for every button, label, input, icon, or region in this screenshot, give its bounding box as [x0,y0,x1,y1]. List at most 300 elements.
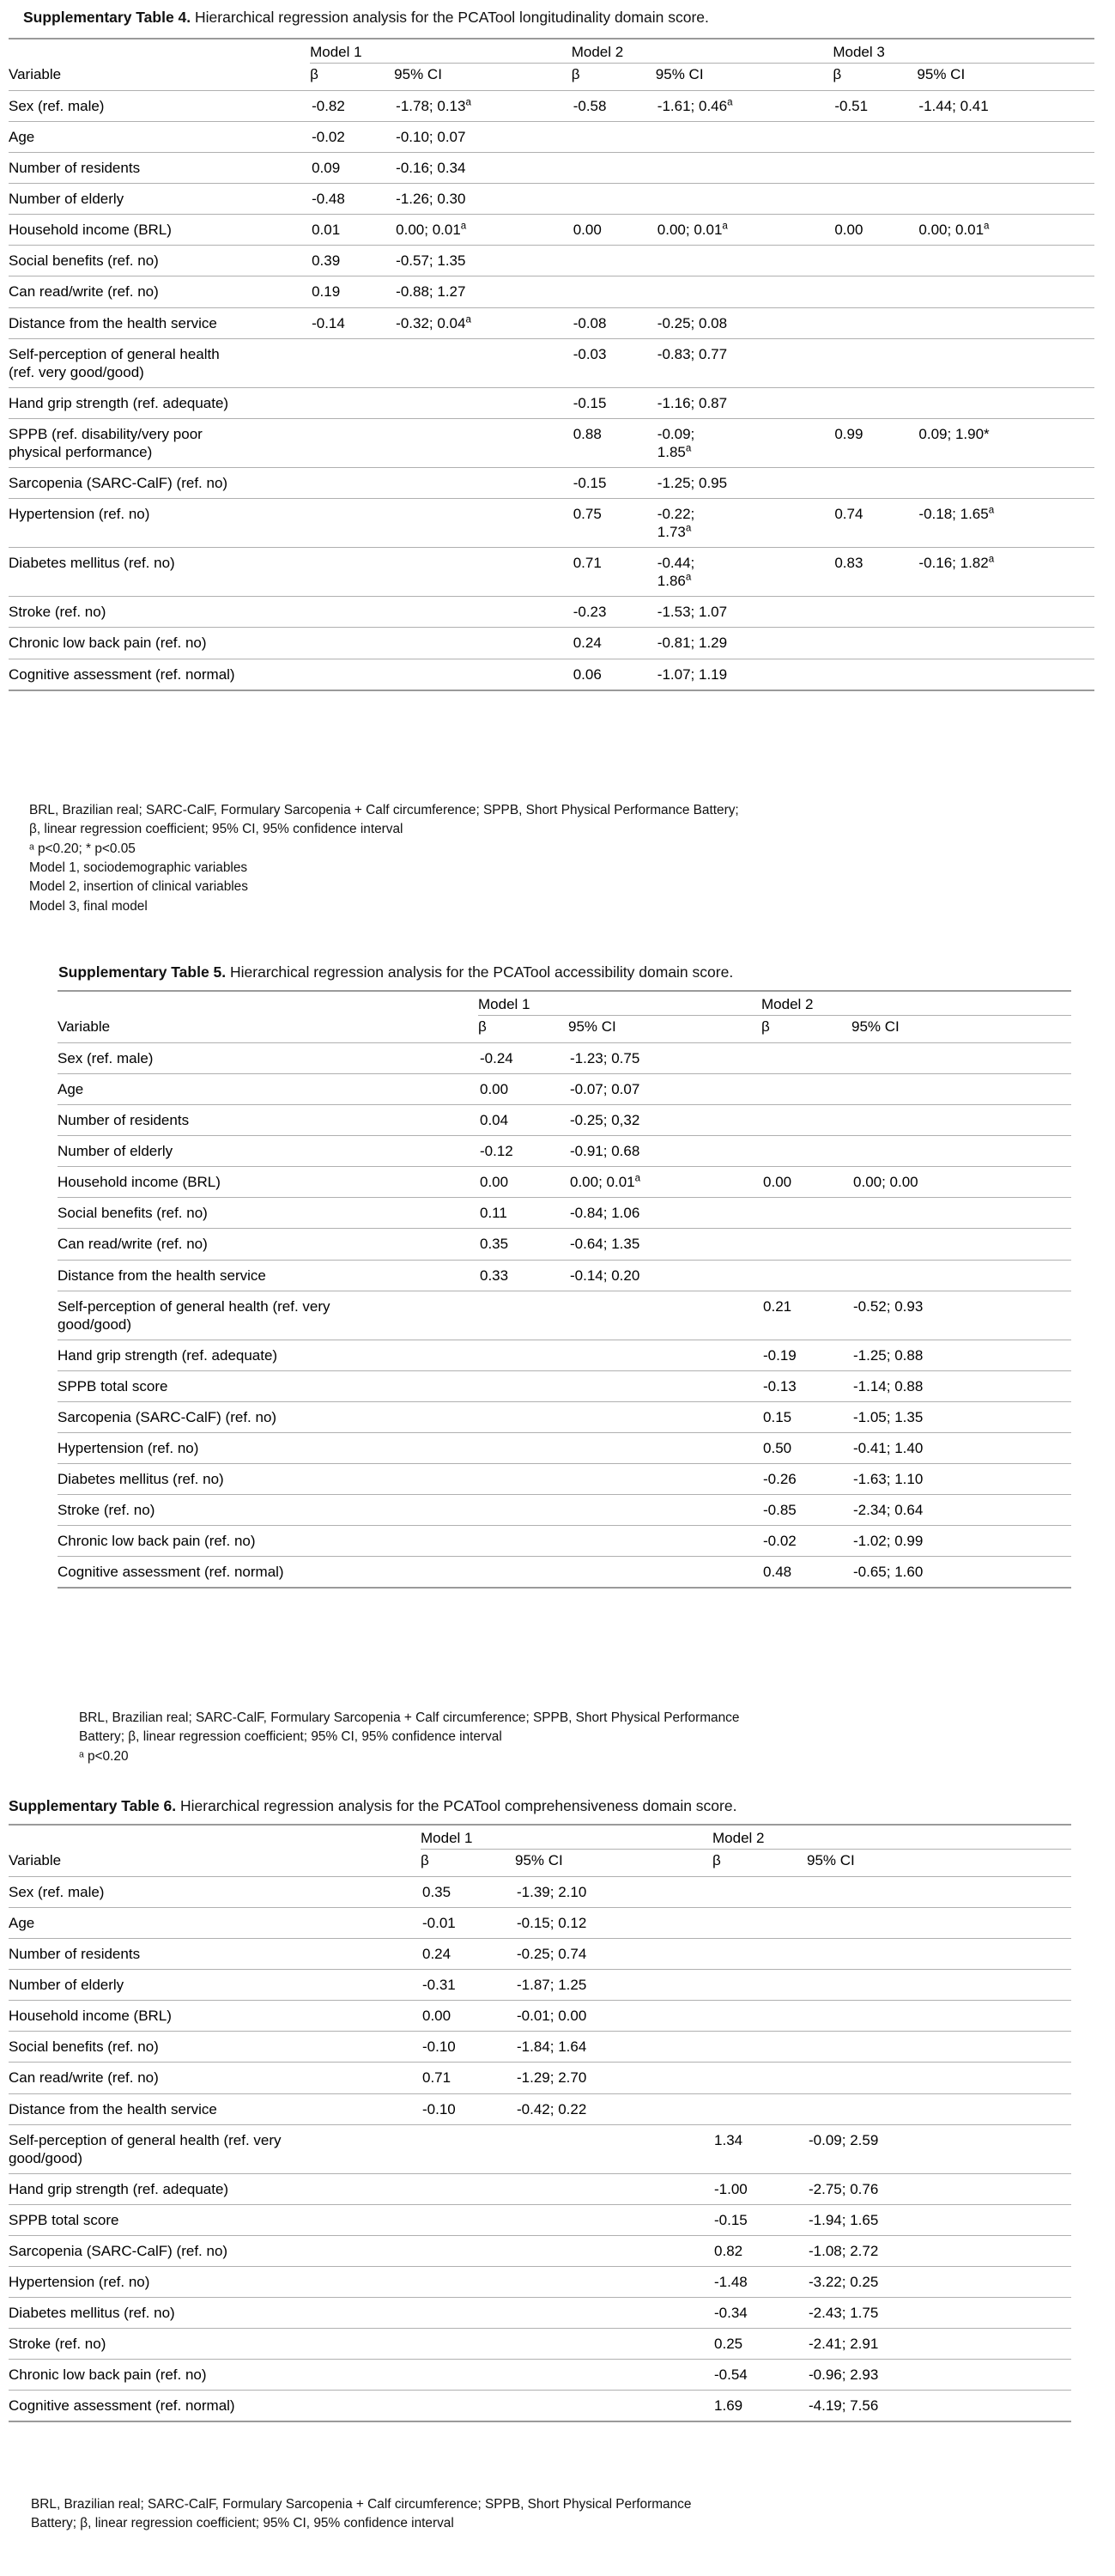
footnote-line: Battery; β, linear regression coefficient; 95% CI, 95% confidence interval [79,1729,502,1745]
table-row [58,1167,1071,1198]
cell-model2-ci [656,246,833,276]
cell-model2-ci: -0.09; 2.59 [807,2124,1071,2173]
row-variable-label: Household income (BRL) [58,1167,478,1198]
table-row [9,338,1094,387]
table4-model3-group: Model 3 [833,39,1094,64]
cell-model1-beta: 0.33 [478,1260,568,1291]
table4-variable-header: Variable [9,39,310,91]
cell-model2-beta [761,1260,851,1291]
cell-model1-beta [310,628,394,659]
cell-model1-ci: -0.57; 1.35 [394,246,572,276]
cell-model1-ci [515,2391,712,2422]
cell-model1-ci: 0.00; 0.01$^a$ [568,1167,761,1198]
cell-model2-beta: -1.48 [712,2267,807,2298]
cell-model1-ci: -0.07; 0.07 [568,1074,761,1105]
cell-model2-ci: -0.22; 1.73$^a$ [656,499,833,548]
table4-block [9,38,1094,691]
cell-model2-beta: -0.08 [572,307,656,338]
cell-model2-ci [851,1136,1071,1167]
cell-model2-ci: -2.75; 0.76 [807,2173,1071,2204]
table6-caption [9,1797,1112,1816]
table5-group-header-row [58,991,1071,1016]
table4-caption [23,9,1096,27]
cell-model1-beta [421,2329,515,2360]
row-variable-label: Household income (BRL) [9,2001,421,2032]
table-row [9,2063,1071,2093]
cell-model3-beta [833,468,917,499]
row-variable-label: Self-perception of general health (ref. very good/good) [9,338,310,387]
cell-model1-ci [394,468,572,499]
table-row [9,2032,1071,2063]
cell-model1-ci: -0.15; 0.12 [515,1908,712,1939]
table6-model1-group: Model 1 [421,1825,712,1850]
cell-model2-beta [572,122,656,153]
row-variable-label: Social benefits (ref. no) [9,2032,421,2063]
table4-group-header-row [9,39,1094,64]
cell-model1-ci [394,628,572,659]
cell-model3-ci [917,628,1094,659]
cell-model3-ci [917,338,1094,387]
cell-model1-beta [421,2204,515,2235]
table-row [58,1229,1071,1260]
cell-model3-beta: 0.83 [833,548,917,597]
row-variable-label: Age [9,122,310,153]
cell-model2-beta: -0.54 [712,2360,807,2391]
table4-footnotes [29,801,1085,916]
cell-model2-beta: 0.24 [572,628,656,659]
cell-model2-ci: 0.00; 0.00 [851,1167,1071,1198]
cell-model1-beta [421,2298,515,2329]
cell-model1-beta: -0.01 [421,1908,515,1939]
cell-model2-beta: 1.69 [712,2391,807,2422]
row-variable-label: Diabetes mellitus (ref. no) [9,2298,421,2329]
cell-model2-ci: -0.83; 0.77 [656,338,833,387]
row-variable-label: Number of elderly [9,1970,421,2001]
cell-model3-beta [833,122,917,153]
cell-model2-beta [572,276,656,307]
table4 [9,38,1094,691]
cell-model2-beta: -0.34 [712,2298,807,2329]
cell-model1-ci: -1.26; 0.30 [394,184,572,215]
cell-model1-beta: -0.48 [310,184,394,215]
table4-caption-rest: Hierarchical regression analysis for the PCATool longitudinality domain score. [191,9,709,26]
cell-model2-ci: -1.07; 1.19 [656,659,833,690]
table6-variable-header: Variable [9,1825,421,1877]
table5-sub-beta-2: β [761,1018,770,1035]
cell-model3-ci [917,387,1094,418]
cell-model3-beta [833,246,917,276]
row-variable-label: Hypertension (ref. no) [9,499,310,548]
cell-model1-beta [310,418,394,467]
cell-model3-ci [917,659,1094,690]
cell-model1-beta: 0.24 [421,1939,515,1970]
table-row [58,1526,1071,1557]
cell-model1-beta: 0.71 [421,2063,515,2093]
table6-footnotes [31,2495,1061,2534]
cell-model1-beta [421,2267,515,2298]
cell-model3-ci: 0.09; 1.90* [917,418,1094,467]
table-row [58,1464,1071,1495]
footnote-line: BRL, Brazilian real; SARC-CalF, Formulary Sarcopenia + Calf circumference; SPPB, Short Physical Performance [79,1710,740,1725]
footnote-line: Model 3, final model [29,898,148,914]
cell-model2-ci [656,276,833,307]
row-variable-label: Sex (ref. male) [58,1043,478,1074]
cell-model2-beta: 0.21 [761,1291,851,1340]
cell-model2-beta: -0.15 [572,387,656,418]
cell-model1-beta: -0.10 [421,2093,515,2124]
row-variable-label: SPPB total score [9,2204,421,2235]
row-variable-label: Hand grip strength (ref. adequate) [58,1340,478,1370]
cell-model1-ci [394,387,572,418]
table4-model2-group: Model 2 [572,39,833,64]
cell-model2-ci [807,2032,1071,2063]
cell-model1-ci: -0.25; 0,32 [568,1105,761,1136]
cell-model1-ci: -1.39; 2.10 [515,1877,712,1908]
row-variable-label: Hand grip strength (ref. adequate) [9,387,310,418]
row-variable-label: Hypertension (ref. no) [58,1433,478,1464]
row-variable-label: Number of residents [9,153,310,184]
cell-model1-beta [478,1401,568,1432]
row-variable-label: Distance from the health service [58,1260,478,1291]
footnote-line: ᵃ p<0.20; * p<0.05 [29,841,136,856]
table6-body [9,1877,1071,2422]
cell-model1-beta: 0.00 [421,2001,515,2032]
table-row [9,2124,1071,2173]
row-variable-label: Stroke (ref. no) [9,597,310,628]
table5-header [58,991,1071,1043]
cell-model2-beta: 0.25 [712,2329,807,2360]
cell-model1-ci [568,1526,761,1557]
table5-caption-lead: Supplementary Table 5. [58,963,227,981]
cell-model2-beta [572,184,656,215]
row-variable-label: Hypertension (ref. no) [9,2267,421,2298]
cell-model2-beta: -0.13 [761,1370,851,1401]
cell-model2-beta: -0.15 [572,468,656,499]
cell-model1-beta [421,2360,515,2391]
cell-model2-ci [807,1970,1071,2001]
table6-header [9,1825,1071,1877]
cell-model2-ci: -1.53; 1.07 [656,597,833,628]
cell-model2-beta: -0.19 [761,1340,851,1370]
row-variable-label: Number of residents [9,1939,421,1970]
row-variable-label: Sarcopenia (SARC-CalF) (ref. no) [9,468,310,499]
cell-model1-ci [394,659,572,690]
table-row [9,122,1094,153]
table-row [9,468,1094,499]
cell-model1-ci [568,1433,761,1464]
table5-caption-rest: Hierarchical regression analysis for the PCATool accessibility domain score. [226,963,734,981]
cell-model3-beta [833,307,917,338]
cell-model2-ci: -1.61; 0.46$^a$ [656,91,833,122]
table-row [9,1908,1071,1939]
row-variable-label: SPPB (ref. disability/very poor physical performance) [9,418,310,467]
footnote-line: Battery; β, linear regression coefficient; 95% CI, 95% confidence interval [31,2516,454,2531]
footnote-line: Model 1, sociodemographic variables [29,860,248,875]
table5-body [58,1043,1071,1589]
cell-model1-ci [394,499,572,548]
cell-model3-beta [833,628,917,659]
table6-block [9,1824,1071,2422]
cell-model1-beta: -0.12 [478,1136,568,1167]
row-variable-label: Age [9,1908,421,1939]
cell-model1-ci: -0.88; 1.27 [394,276,572,307]
table-row [9,2001,1071,2032]
row-variable-label: Sarcopenia (SARC-CalF) (ref. no) [9,2235,421,2266]
cell-model1-ci [568,1340,761,1370]
table-row [9,153,1094,184]
row-variable-label: Cognitive assessment (ref. normal) [9,659,310,690]
cell-model1-ci: -0.25; 0.74 [515,1939,712,1970]
cell-model2-beta: 1.34 [712,2124,807,2173]
cell-model2-ci: -1.63; 1.10 [851,1464,1071,1495]
cell-model1-beta [478,1495,568,1526]
cell-model2-ci: -1.25; 0.95 [656,468,833,499]
table4-sub-ci-1: 95% CI [394,66,442,82]
cell-model2-beta [761,1105,851,1136]
row-variable-label: Age [58,1074,478,1105]
table-row [9,499,1094,548]
cell-model2-beta [572,246,656,276]
cell-model1-ci [394,418,572,467]
table-row [58,1433,1071,1464]
cell-model1-ci: -1.84; 1.64 [515,2032,712,2063]
cell-model2-beta: 0.50 [761,1433,851,1464]
table-row [58,1291,1071,1340]
row-variable-label: Chronic low back pain (ref. no) [9,628,310,659]
cell-model1-ci [568,1464,761,1495]
cell-model1-ci [394,548,572,597]
table4-header [9,39,1094,91]
cell-model1-beta: -0.82 [310,91,394,122]
table-row [9,2391,1071,2422]
cell-model2-beta: -0.03 [572,338,656,387]
cell-model2-beta [761,1229,851,1260]
cell-model2-beta [572,153,656,184]
cell-model3-ci [917,246,1094,276]
cell-model1-beta [478,1433,568,1464]
cell-model2-ci: -1.05; 1.35 [851,1401,1071,1432]
cell-model1-ci: -0.42; 0.22 [515,2093,712,2124]
cell-model1-beta [310,387,394,418]
cell-model1-beta: 0.35 [478,1229,568,1260]
cell-model1-beta: 0.00 [478,1074,568,1105]
row-variable-label: Social benefits (ref. no) [58,1198,478,1229]
cell-model1-ci: 0.00; 0.01$^a$ [394,215,572,246]
cell-model2-beta [712,1877,807,1908]
table-row [9,418,1094,467]
row-variable-label: Diabetes mellitus (ref. no) [58,1464,478,1495]
row-variable-label: Can read/write (ref. no) [58,1229,478,1260]
footnote-line: BRL, Brazilian real; SARC-CalF, Formulary Sarcopenia + Calf circumference; SPPB, Short Physical Performance Battery; [29,803,739,817]
cell-model2-ci: -0.09; 1.85$^a$ [656,418,833,467]
row-variable-label: Social benefits (ref. no) [9,246,310,276]
cell-model2-ci: -0.41; 1.40 [851,1433,1071,1464]
table-row [9,2235,1071,2266]
table-row [58,1043,1071,1074]
table-row [58,1260,1071,1291]
table-row [9,1970,1071,2001]
cell-model2-ci [851,1260,1071,1291]
cell-model2-beta: 0.71 [572,548,656,597]
row-variable-label: Self-perception of general health (ref. very good/good) [9,2124,421,2173]
cell-model1-ci [515,2124,712,2173]
cell-model2-beta: -0.26 [761,1464,851,1495]
cell-model1-ci [515,2360,712,2391]
table4-body [9,91,1094,690]
cell-model1-ci: -1.87; 1.25 [515,1970,712,2001]
cell-model2-beta [712,2093,807,2124]
table-row [9,1939,1071,1970]
cell-model1-beta: 0.11 [478,1198,568,1229]
cell-model3-beta: 0.74 [833,499,917,548]
row-variable-label: Self-perception of general health (ref. very good/good) [58,1291,478,1340]
table5-model2-group: Model 2 [761,991,1071,1016]
cell-model1-ci: -0.64; 1.35 [568,1229,761,1260]
table-row [58,1370,1071,1401]
table4-sub-ci-3: 95% CI [917,66,966,82]
cell-model1-ci [515,2235,712,2266]
row-variable-label: Can read/write (ref. no) [9,2063,421,2093]
table-row [9,215,1094,246]
cell-model1-ci: -0.01; 0.00 [515,2001,712,2032]
cell-model2-beta: -0.23 [572,597,656,628]
cell-model1-ci: -0.16; 0.34 [394,153,572,184]
footnote-line: β, linear regression coefficient; 95% CI, 95% confidence interval [29,822,403,837]
table-row [9,597,1094,628]
cell-model1-beta: -0.14 [310,307,394,338]
cell-model1-beta: 0.01 [310,215,394,246]
table-row [58,1401,1071,1432]
cell-model2-ci: -0.96; 2.93 [807,2360,1071,2391]
cell-model2-ci [656,122,833,153]
cell-model1-ci [568,1370,761,1401]
cell-model2-ci: -0.52; 0.93 [851,1291,1071,1340]
cell-model1-beta: 0.04 [478,1105,568,1136]
cell-model2-ci: -2.43; 1.75 [807,2298,1071,2329]
cell-model2-ci [851,1198,1071,1229]
cell-model2-ci: -1.25; 0.88 [851,1340,1071,1370]
table5-variable-header: Variable [58,991,478,1043]
cell-model1-beta: 0.39 [310,246,394,276]
cell-model1-beta [310,338,394,387]
cell-model3-ci [917,307,1094,338]
table-row [9,628,1094,659]
cell-model2-beta: 0.75 [572,499,656,548]
row-variable-label: Household income (BRL) [9,215,310,246]
cell-model1-ci: -1.23; 0.75 [568,1043,761,1074]
cell-model2-beta: 0.82 [712,2235,807,2266]
table5-block [58,990,1071,1589]
cell-model3-beta [833,597,917,628]
table6-sub-beta-1: β [421,1852,429,1868]
cell-model2-ci: -4.19; 7.56 [807,2391,1071,2422]
table4-sub-ci-2: 95% CI [655,66,704,82]
cell-model1-beta [310,548,394,597]
cell-model3-beta: 0.00 [833,215,917,246]
row-variable-label: Distance from the health service [9,2093,421,2124]
cell-model3-beta [833,276,917,307]
table-row [9,276,1094,307]
table-row [58,1557,1071,1589]
cell-model1-beta [421,2391,515,2422]
cell-model2-ci: -2.34; 0.64 [851,1495,1071,1526]
cell-model2-beta: -0.85 [761,1495,851,1526]
cell-model2-beta: 0.06 [572,659,656,690]
table-row [9,387,1094,418]
cell-model1-beta: 0.09 [310,153,394,184]
row-variable-label: Number of residents [58,1105,478,1136]
cell-model2-beta: 0.88 [572,418,656,467]
cell-model2-ci: -1.14; 0.88 [851,1370,1071,1401]
cell-model3-beta [833,387,917,418]
row-variable-label: Chronic low back pain (ref. no) [9,2360,421,2391]
cell-model2-beta: -0.58 [572,91,656,122]
cell-model1-beta [478,1370,568,1401]
cell-model2-beta: -0.15 [712,2204,807,2235]
footnote-line: ᵃ p<0.20 [79,1748,129,1764]
cell-model2-beta [712,2032,807,2063]
cell-model2-beta [712,2063,807,2093]
cell-model2-ci: -0.25; 0.08 [656,307,833,338]
row-variable-label: Stroke (ref. no) [9,2329,421,2360]
row-variable-label: Hand grip strength (ref. adequate) [9,2173,421,2204]
table4-sub-beta-2: β [571,66,580,82]
cell-model2-ci [807,2093,1071,2124]
table5-sub-ci-2: 95% CI [851,1018,900,1035]
cell-model2-beta [761,1043,851,1074]
cell-model2-ci: -1.94; 1.65 [807,2204,1071,2235]
cell-model2-beta: 0.48 [761,1557,851,1589]
cell-model2-ci [656,153,833,184]
footnote-line: BRL, Brazilian real; SARC-CalF, Formulary Sarcopenia + Calf circumference; SPPB, Short Physical Performance [31,2497,692,2512]
cell-model1-ci: -0.32; 0.04$^a$ [394,307,572,338]
cell-model1-beta: 0.00 [478,1167,568,1198]
cell-model2-beta [712,1908,807,1939]
cell-model1-ci: -0.84; 1.06 [568,1198,761,1229]
cell-model2-ci: -3.22; 0.25 [807,2267,1071,2298]
table-row [58,1495,1071,1526]
table5-footnotes [79,1709,1083,1766]
cell-model1-ci [568,1495,761,1526]
row-variable-label: Sex (ref. male) [9,91,310,122]
cell-model1-beta [310,499,394,548]
cell-model3-ci [917,184,1094,215]
table5-model1-group: Model 1 [478,991,761,1016]
table6-sub-ci-2: 95% CI [807,1852,855,1868]
table-row [9,1877,1071,1908]
table4-sub-beta-3: β [833,66,842,82]
cell-model3-beta: -0.51 [833,91,917,122]
table-row [9,548,1094,597]
cell-model2-ci [851,1043,1071,1074]
cell-model1-ci [515,2173,712,2204]
table-row [58,1340,1071,1370]
row-variable-label: Number of elderly [58,1136,478,1167]
cell-model2-ci [807,1939,1071,1970]
row-variable-label: Number of elderly [9,184,310,215]
cell-model2-ci: -1.16; 0.87 [656,387,833,418]
table5-caption [58,963,1088,982]
cell-model2-ci [807,2063,1071,2093]
cell-model2-ci: 0.00; 0.01$^a$ [656,215,833,246]
cell-model2-ci [851,1105,1071,1136]
table6-sub-beta-2: β [712,1852,721,1868]
cell-model2-beta [761,1198,851,1229]
table-row [58,1074,1071,1105]
table-row [58,1105,1071,1136]
cell-model3-ci: -0.16; 1.82$^a$ [917,548,1094,597]
cell-model1-beta [421,2235,515,2266]
